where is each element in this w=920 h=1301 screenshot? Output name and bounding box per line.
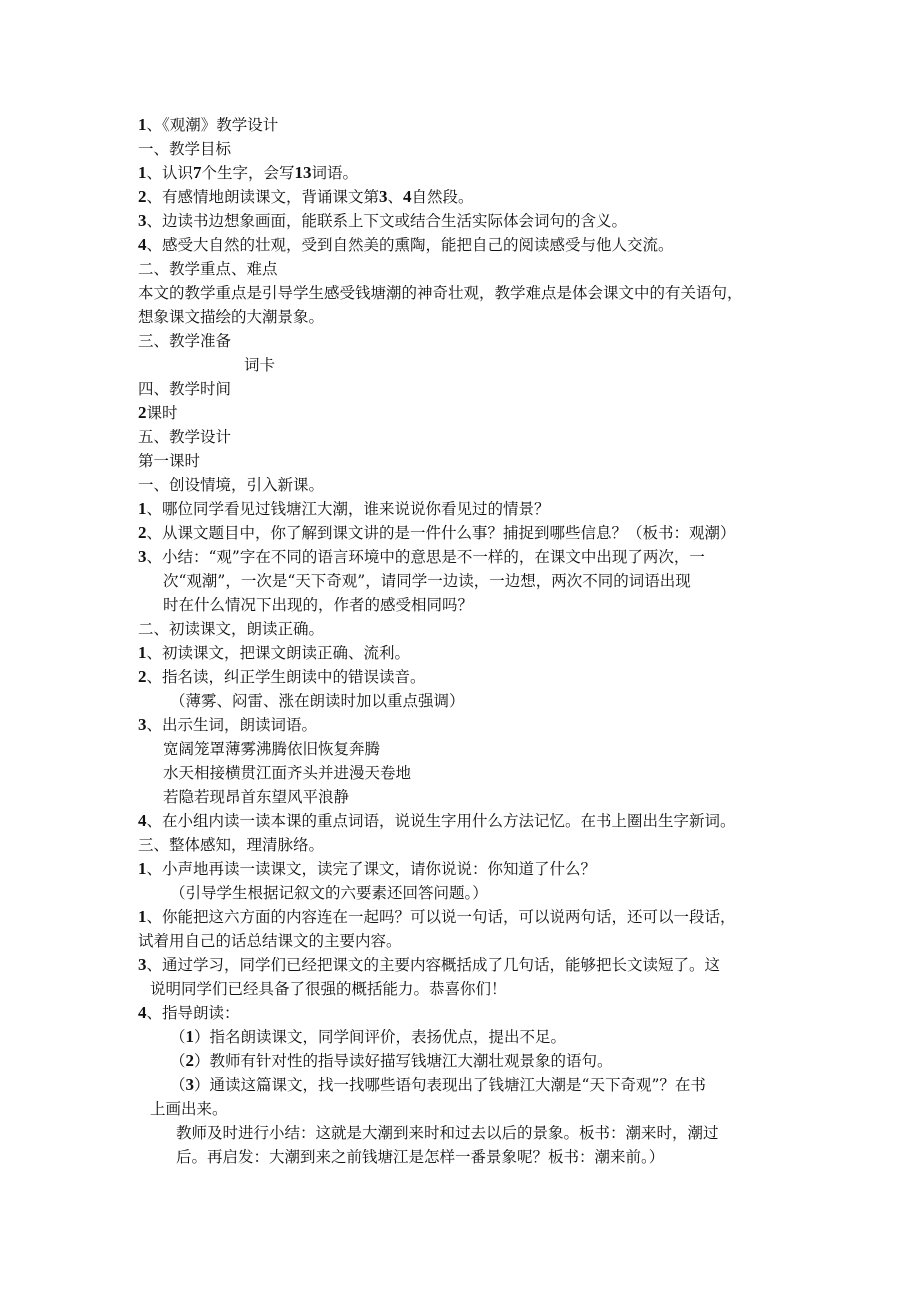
list-item: 2、从课文题目中，你了解到课文讲的是一件什么事？捕捉到哪些信息？（板书：观潮） (138, 523, 736, 542)
paragraph-line: 想象课文描绘的大潮景象。 (138, 308, 325, 326)
list-item-continuation: （引导学生根据记叙文的六要素还回答问题。） (170, 884, 488, 902)
paragraph-line: 教师及时进行小结：这就是大潮到来时和过去以后的景象。板书：潮来时，潮过 (176, 1124, 719, 1142)
list-item: 4、指导朗读： (138, 1003, 240, 1022)
list-item: 4、感受大自然的壮观，受到自然美的熏陶，能把自己的阅读感受与他人交流。 (138, 235, 674, 254)
word-list-line: 若隐若现昂首东望风平浪静 (163, 788, 350, 806)
section-heading: 三、教学准备 (138, 332, 232, 350)
sub-list-item: （3）通读这篇课文，找一找哪些语句表现出了钱塘江大潮是“天下奇观”？在书 (170, 1075, 706, 1094)
sub-list-item: （1）指名朗读课文，同学间评价，表扬优点，提出不足。 (170, 1027, 567, 1046)
list-item-continuation: 说明同学们已经具备了很强的概括能力。恭喜你们！ (150, 980, 507, 998)
paragraph-line: 2课时 (138, 403, 178, 422)
list-item: 3、边读书边想象画面，能联系上下文或结合生活实际体会词句的含义。 (138, 211, 628, 230)
list-item: 2、有感情地朗读课文，背诵课文第3、4自然段。 (138, 187, 474, 206)
list-item: 1、你能把这六方面的内容连在一起吗？可以说一句话，可以说两句话，还可以一段话， (138, 907, 736, 926)
list-item: 1、认识7个生字，会写13词语。 (138, 163, 359, 182)
section-heading: 三、整体感知，理清脉络。 (138, 836, 325, 854)
list-item-continuation: 时在什么情况下出现的，作者的感受相同吗？ (163, 596, 474, 614)
sub-list-item-continuation: 上画出来。 (150, 1100, 228, 1118)
section-heading: 二、教学重点、难点 (138, 260, 278, 278)
section-heading: 四、教学时间 (138, 380, 232, 398)
doc-title: 1、《观潮》教学设计 (138, 115, 279, 134)
paragraph-line: 后。再启发：大潮到来之前钱塘江是怎样一番景象呢？板书：潮来前。） (176, 1148, 665, 1166)
list-item: 1、哪位同学看见过钱塘江大潮，谁来说说你看见过的情景？ (138, 499, 550, 518)
list-item: 4、在小组内读一读本课的重点词语，说说生字用什么方法记忆。在书上圈出生字新词。 (138, 811, 736, 830)
paragraph-line: 词卡 (244, 356, 276, 374)
list-item: 3、通过学习，同学们已经把课文的主要内容概括成了几句话，能够把长文读短了。这 (138, 955, 721, 974)
list-item: 3、小结：“观”字在不同的语言环境中的意思是不一样的，在课文中出现了两次，一 (138, 547, 705, 566)
list-item-continuation: 次“观潮”，一次是“天下奇观”，请同学一边读，一边想，两次不同的词语出现 (163, 572, 691, 590)
section-heading: 一、教学目标 (138, 140, 232, 158)
list-item-continuation: （薄雾、闷雷、涨在朗读时加以重点强调） (170, 692, 465, 710)
sub-list-item: （2）教师有针对性的指导读好描写钱塘江大潮壮观景象的语句。 (170, 1051, 613, 1070)
section-heading: 二、初读课文，朗读正确。 (138, 620, 325, 638)
list-item: 2、指名读，纠正学生朗读中的错误读音。 (138, 667, 426, 686)
word-list-line: 水天相接横贯江面齐头并进漫天卷地 (163, 764, 412, 782)
section-heading: 一、创设情境，引入新课。 (138, 476, 325, 494)
list-item-continuation: 试着用自己的话总结课文的主要内容。 (138, 932, 402, 950)
list-item: 1、小声地再读一读课文，读完了课文，请你说说：你知道了什么？ (138, 859, 597, 878)
word-list-line: 宽阔笼罩薄雾沸腾依旧恢复奔腾 (163, 740, 381, 758)
list-item: 1、初读课文，把课文朗读正确、流利。 (138, 643, 411, 662)
subsection-heading: 第一课时 (138, 452, 201, 470)
paragraph-line: 本文的教学重点是引导学生感受钱塘潮的神奇壮观，教学难点是体会课文中的有关语句， (138, 284, 743, 302)
list-item: 3、出示生词，朗读词语。 (138, 715, 318, 734)
section-heading: 五、教学设计 (138, 428, 232, 446)
